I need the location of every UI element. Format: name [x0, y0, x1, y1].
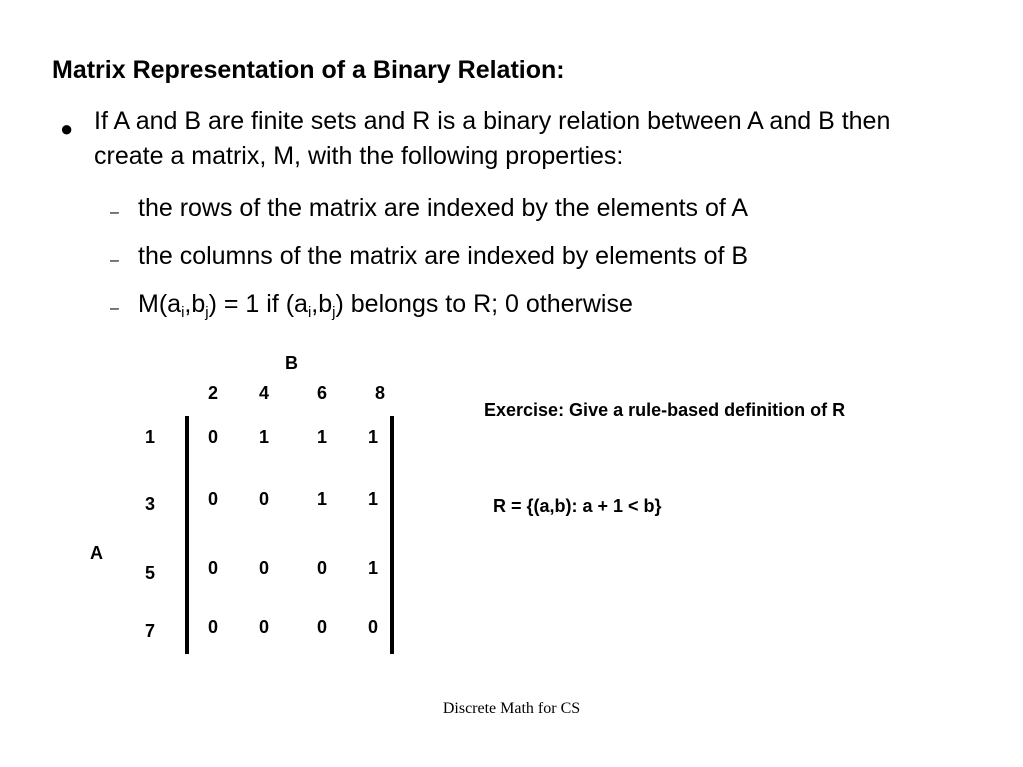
matrix-col-set-label: B — [285, 353, 298, 373]
matrix-cell: 0 — [207, 617, 218, 637]
def-subscript: i — [307, 304, 312, 321]
def-part: ) = 1 if (a — [208, 290, 308, 318]
def-part: ,b — [184, 290, 206, 318]
matrix-cell: 0 — [258, 489, 269, 509]
sub-item-columns: the columns of the matrix are indexed by elements of B — [138, 242, 749, 270]
main-bullet-text: If A and B are finite sets and R is a binary relation between A and B then create a matrix, M, with the following properties: — [94, 107, 891, 170]
matrix-cell: 1 — [367, 427, 378, 447]
sub-item-definition — [138, 290, 633, 319]
sub-item-rows: the rows of the matrix are indexed by the elements of A — [138, 194, 749, 222]
matrix-row-label: 5 — [144, 563, 155, 583]
def-part: ) belongs to R; 0 otherwise — [335, 290, 633, 318]
matrix-cell: 0 — [207, 489, 218, 509]
matrix-left-bracket — [185, 416, 189, 654]
matrix-row-set-label: A — [90, 543, 103, 563]
matrix-cell: 0 — [207, 558, 218, 578]
matrix-cell: 0 — [316, 558, 327, 578]
def-part: M(a — [138, 290, 182, 318]
matrix-cell: 1 — [367, 489, 378, 509]
matrix-cell: 1 — [316, 489, 327, 509]
def-subscript: i — [181, 304, 185, 321]
matrix-cell: 0 — [316, 617, 327, 637]
dash-icon: – — [110, 204, 119, 221]
slide-title: Matrix Representation of a Binary Relation: — [52, 56, 565, 84]
def-part: ,b — [311, 290, 333, 318]
matrix-col-label: 8 — [374, 383, 385, 403]
matrix-cell: 0 — [258, 617, 269, 637]
matrix-cell: 1 — [258, 427, 269, 447]
matrix-col-label: 2 — [207, 383, 218, 403]
slide-footer: Discrete Math for CS — [442, 700, 581, 717]
exercise-prompt: Exercise: Give a rule-based definition of R — [484, 400, 846, 420]
matrix-cell: 1 — [316, 427, 327, 447]
matrix-row-label: 3 — [144, 494, 155, 514]
matrix-cell: 0 — [258, 558, 269, 578]
matrix-cell: 0 — [207, 427, 218, 447]
matrix-right-bracket — [390, 416, 394, 654]
matrix-row-label: 1 — [144, 427, 155, 447]
matrix-cell: 0 — [367, 617, 378, 637]
matrix-cell: 1 — [367, 558, 378, 578]
matrix-col-label: 6 — [316, 383, 327, 403]
dash-icon: – — [110, 252, 119, 269]
bullet-dot-icon: ● — [60, 116, 74, 141]
exercise-answer: R = {(a,b): a + 1 < b} — [493, 496, 662, 516]
def-subscript: j — [205, 304, 209, 321]
matrix-col-label: 4 — [258, 383, 269, 403]
matrix-row-label: 7 — [144, 621, 155, 641]
def-subscript: j — [332, 304, 336, 321]
dash-icon: – — [110, 300, 119, 317]
